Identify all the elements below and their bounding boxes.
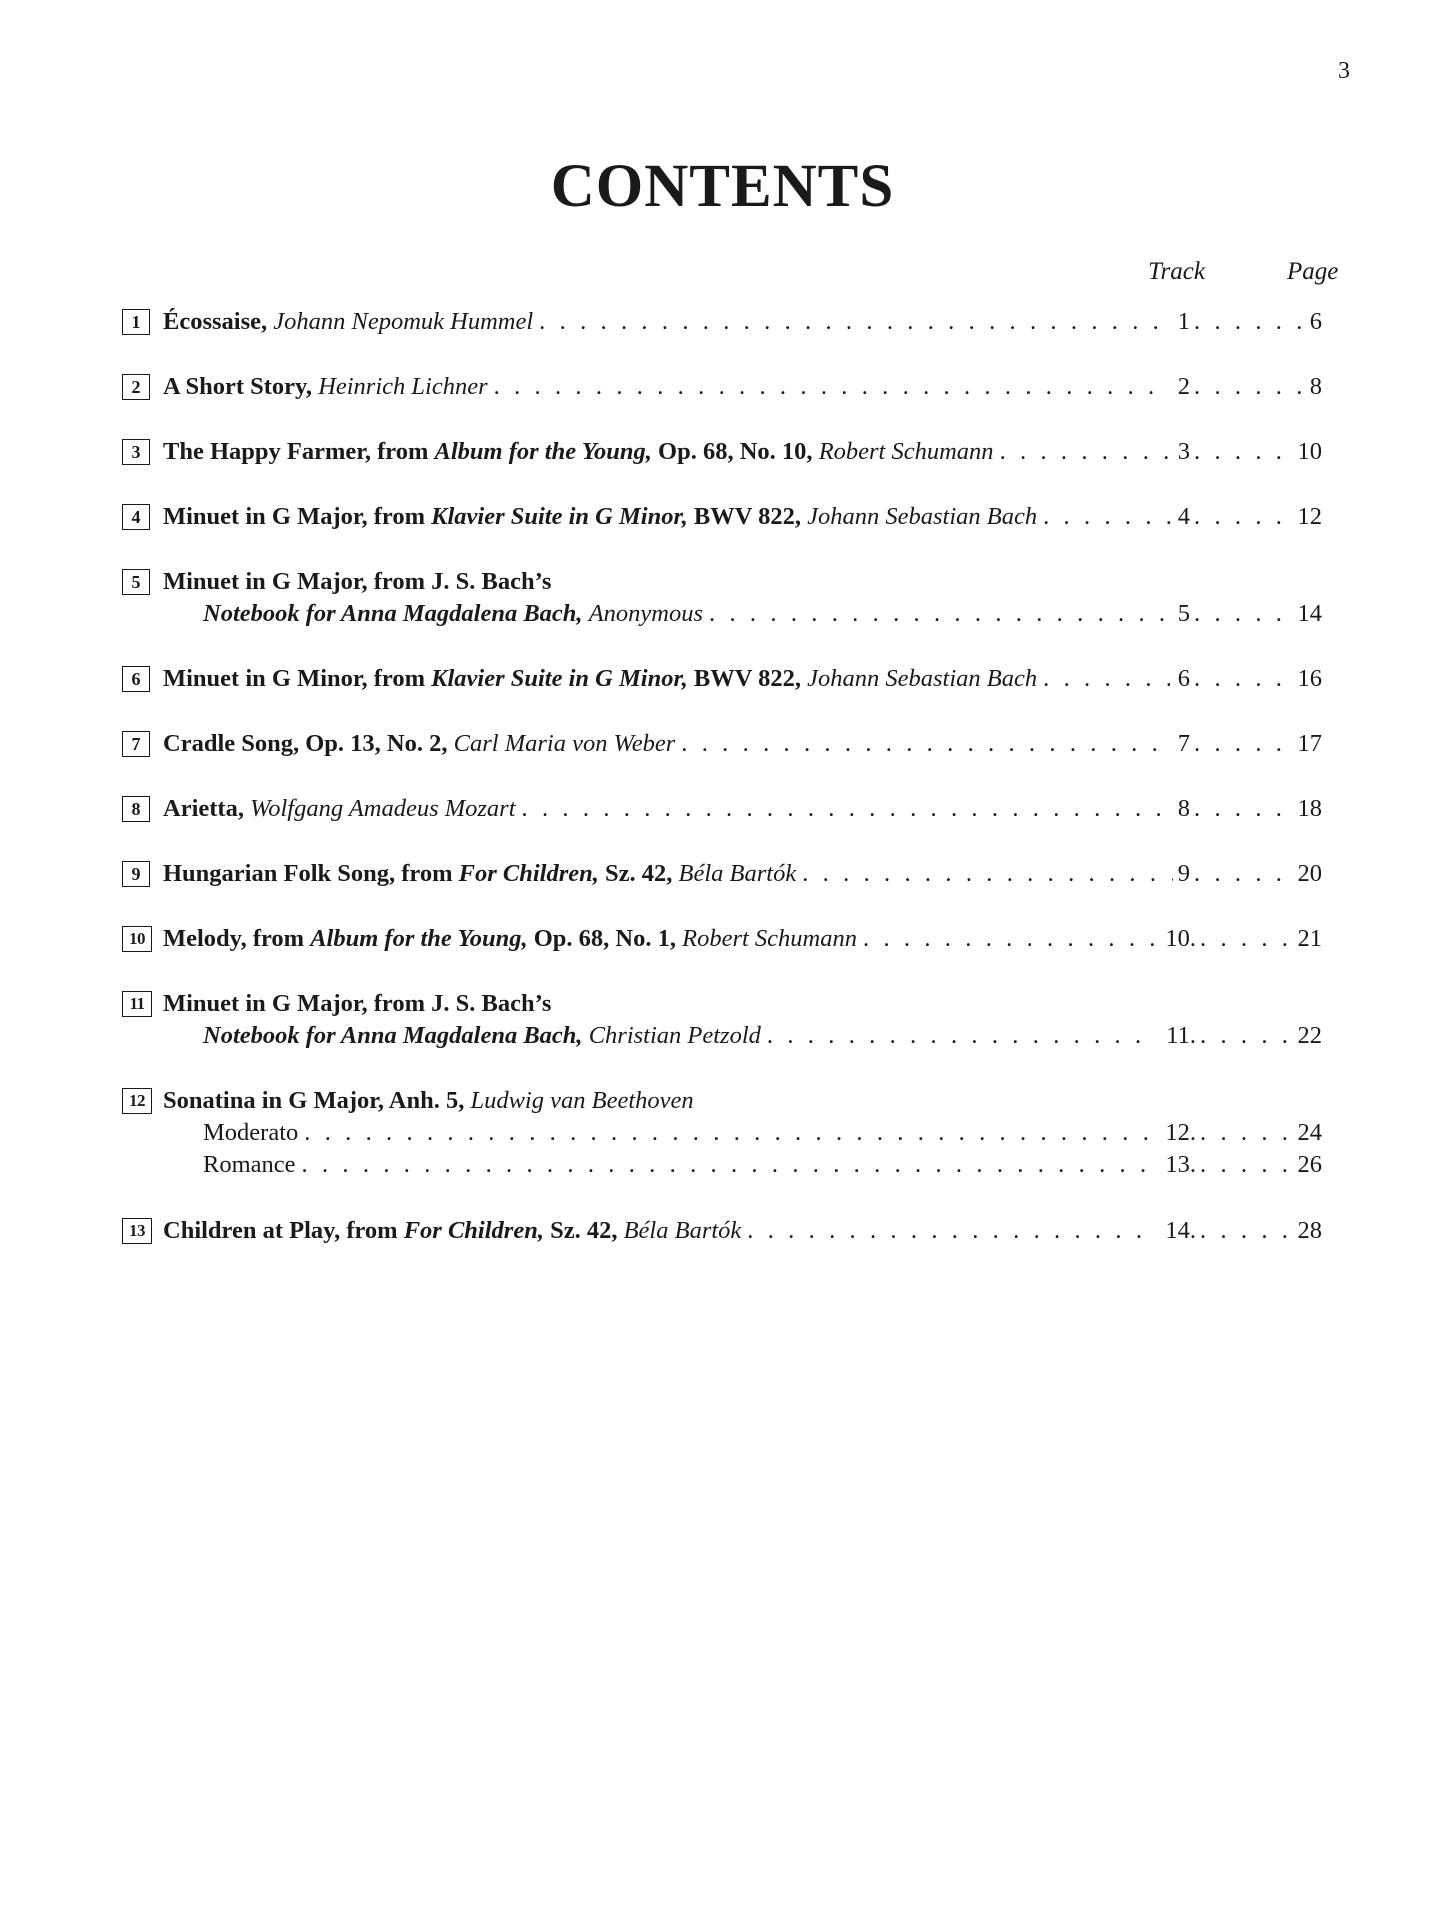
entry-title: Minuet in G Major, from J. S. Bach’s	[163, 990, 552, 1017]
entry-page: 6	[1309, 308, 1322, 335]
entry-composer: Heinrich Lichner	[318, 373, 488, 400]
entry-track: 3	[1177, 438, 1190, 465]
leader-dots	[1194, 305, 1308, 339]
leader-dots	[1200, 1116, 1295, 1150]
entry-page: 20	[1297, 860, 1322, 887]
leader-dots	[488, 370, 1170, 404]
entry-title: Cradle Song, Op. 13, No. 2,	[163, 730, 448, 757]
leader-dots	[296, 1148, 1157, 1182]
leader-dots	[1194, 500, 1295, 534]
entry-page: 17	[1297, 730, 1322, 757]
entry-page: 12	[1297, 503, 1322, 530]
leader-dots	[1200, 922, 1295, 956]
leader-dots	[1200, 1148, 1295, 1182]
entry-composer: Wolfgang Amadeus Mozart	[250, 795, 516, 822]
entry-composer: Robert Schumann	[818, 438, 994, 465]
leader-dots	[1194, 857, 1295, 891]
entry-composer: Anonymous	[588, 600, 704, 627]
entry-work: Klavier Suite in G Minor,	[431, 665, 688, 692]
page-number: 3	[1338, 58, 1350, 84]
track-number-box: 12	[122, 1088, 152, 1114]
entry-track: 8	[1177, 795, 1190, 822]
entry-page: 18	[1297, 795, 1322, 822]
entry-page: 8	[1309, 373, 1322, 400]
entry-track: 1	[1177, 308, 1190, 335]
entry-work: For Children,	[403, 1217, 544, 1244]
entry-page: 26	[1297, 1151, 1322, 1178]
entry-opus: Op. 68, No. 10,	[658, 438, 813, 465]
entry-composer: Carl Maria von Weber	[453, 730, 676, 757]
entry-title: Hungarian Folk Song, from	[163, 860, 453, 887]
entry-work: Album for the Young,	[434, 438, 652, 465]
entry-composer: Johann Nepomuk Hummel	[273, 308, 534, 335]
movement-row[interactable]	[203, 1116, 1157, 1150]
entry-title: Melody, from	[163, 925, 305, 952]
entry-page: 28	[1297, 1217, 1322, 1244]
track-number-box: 6	[122, 666, 150, 692]
leader-dots	[857, 922, 1157, 956]
entry-work: Notebook for Anna Magdalena Bach,	[203, 1022, 583, 1049]
entry-track: 7	[1177, 730, 1190, 757]
leader-dots	[1200, 1214, 1295, 1248]
movement-row[interactable]	[203, 1148, 1157, 1182]
entry-track: 9	[1177, 860, 1190, 887]
entry-track: 11.	[1166, 1022, 1196, 1049]
entry-track: 4	[1177, 503, 1190, 530]
entry-opus: Op. 68, No. 1,	[533, 925, 676, 952]
leader-dots	[796, 857, 1173, 891]
entry-opus: BWV 822,	[693, 665, 801, 692]
movement-name: Moderato	[203, 1119, 299, 1146]
entry-title: Minuet in G Minor, from	[163, 665, 426, 692]
track-number-box: 4	[122, 504, 150, 530]
entry-title: A Short Story,	[163, 373, 313, 400]
track-number-box: 5	[122, 569, 150, 595]
entry-track: 6	[1177, 665, 1190, 692]
entry-title: Children at Play, from	[163, 1217, 398, 1244]
entry-track: 13.	[1165, 1151, 1196, 1178]
entry-work: Klavier Suite in G Minor,	[431, 503, 688, 530]
leader-dots	[1194, 662, 1295, 696]
entry-composer: Ludwig van Beethoven	[470, 1087, 694, 1114]
track-number-box: 9	[122, 861, 150, 887]
entry-opus: Sz. 42,	[550, 1217, 618, 1244]
entry-title: Arietta,	[163, 795, 244, 822]
track-number-box: 3	[122, 439, 150, 465]
leader-dots	[298, 1116, 1157, 1150]
leader-dots	[761, 1019, 1157, 1053]
entry-track: 10.	[1165, 925, 1196, 952]
entry-work: Album for the Young,	[310, 925, 528, 952]
track-number-box: 11	[122, 991, 152, 1017]
track-column-header: Track	[1148, 258, 1205, 285]
track-number-box: 8	[122, 796, 150, 822]
entry-title: Écossaise,	[163, 308, 268, 335]
entry-track: 5	[1177, 600, 1190, 627]
entry-page: 14	[1297, 600, 1322, 627]
page-column-header: Page	[1287, 258, 1339, 285]
track-number-box: 7	[122, 731, 150, 757]
entry-title: Sonatina in G Major, Anh. 5,	[163, 1087, 465, 1114]
entry-work: For Children,	[458, 860, 599, 887]
entry-composer: Christian Petzold	[588, 1022, 761, 1049]
leader-dots	[703, 597, 1170, 631]
entry-page: 10	[1297, 438, 1322, 465]
entry-page: 24	[1297, 1119, 1322, 1146]
leader-dots	[1194, 597, 1295, 631]
leader-dots	[1194, 370, 1308, 404]
leader-dots	[675, 727, 1170, 761]
entry-composer: Béla Bartók	[623, 1217, 742, 1244]
entry-track: 2	[1177, 373, 1190, 400]
leader-dots	[1194, 727, 1295, 761]
track-number-box: 1	[122, 309, 150, 335]
leader-dots	[1037, 662, 1170, 696]
entry-title: The Happy Farmer, from	[163, 438, 429, 465]
entry-composer: Béla Bartók	[678, 860, 797, 887]
leader-dots	[516, 792, 1170, 826]
entry-composer: Robert Schumann	[682, 925, 857, 952]
entry-page: 22	[1297, 1022, 1322, 1049]
leader-dots	[994, 435, 1170, 469]
entry-opus: BWV 822,	[693, 503, 801, 530]
leader-dots	[533, 305, 1170, 339]
leader-dots	[1194, 792, 1295, 826]
entry-work: Notebook for Anna Magdalena Bach,	[203, 600, 583, 627]
leader-dots	[1200, 1019, 1295, 1053]
track-number-box: 10	[122, 926, 152, 952]
entry-track: 14.	[1165, 1217, 1196, 1244]
track-number-box: 13	[122, 1218, 152, 1244]
entry-title: Minuet in G Major, from	[163, 503, 425, 530]
entry-title: Minuet in G Major, from J. S. Bach’s	[163, 568, 552, 595]
track-number-box: 2	[122, 374, 150, 400]
movement-name: Romance	[203, 1151, 296, 1178]
entry-page: 16	[1297, 665, 1322, 692]
entry-track: 12.	[1165, 1119, 1196, 1146]
entry-opus: Sz. 42,	[605, 860, 673, 887]
entry-page: 21	[1297, 925, 1322, 952]
leader-dots	[741, 1214, 1157, 1248]
entry-composer: Johann Sebastian Bach	[807, 665, 1038, 692]
page-title: CONTENTS	[550, 153, 895, 220]
leader-dots	[1194, 435, 1295, 469]
entry-composer: Johann Sebastian Bach	[807, 503, 1038, 530]
leader-dots	[1037, 500, 1173, 534]
